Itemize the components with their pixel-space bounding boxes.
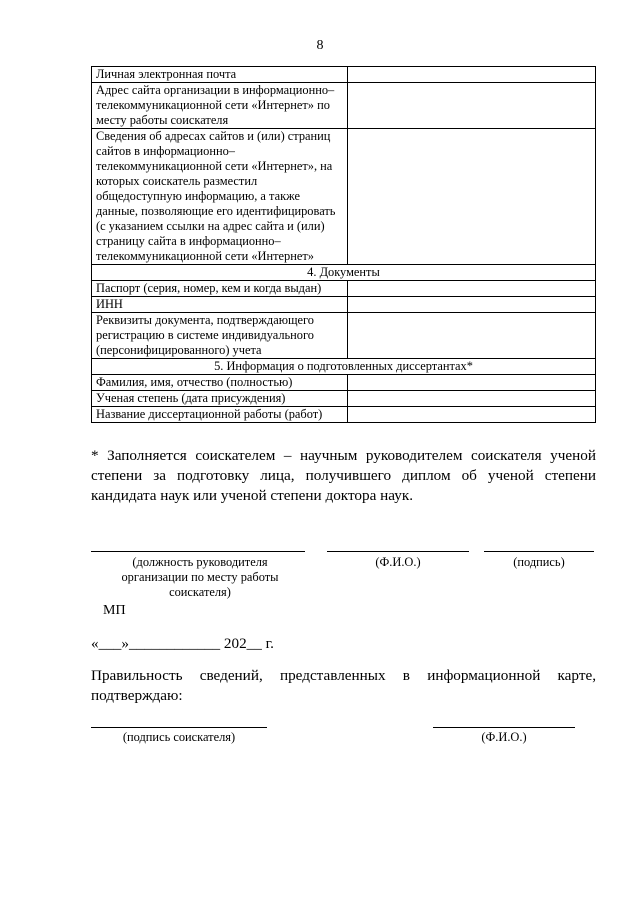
manager-signature-caption: (подпись) (513, 555, 565, 569)
table-row (92, 83, 596, 129)
field-label: Ученая степень (дата присуждения) (92, 391, 348, 407)
section-row (92, 359, 596, 375)
page-number: 8 (316, 38, 324, 53)
footnote: * Заполняется соискателем – научным руководителем соискателя ученой степени за подготовку лица, получившего диплом об ученой степени кандидата наук или ученой степени доктора наук. (91, 447, 596, 504)
section-row (92, 265, 596, 281)
table-row (92, 407, 596, 423)
position-caption: (должность руководителя организации по месту работы соискателя) (121, 555, 279, 599)
manager-fio-caption: (Ф.И.О.) (375, 555, 421, 569)
field-value-cell[interactable] (348, 83, 596, 129)
applicant-fio-line (433, 727, 575, 728)
field-value-cell[interactable] (348, 391, 596, 407)
confirmation-line-1: Правильность сведений, представленных в информационной карте, (91, 667, 596, 684)
field-value-cell[interactable] (348, 313, 596, 359)
field-value-cell[interactable] (348, 129, 596, 265)
field-label: Паспорт (серия, номер, кем и когда выдан) (92, 281, 348, 297)
field-value-cell[interactable] (348, 281, 596, 297)
field-label: Личная электронная почта (92, 67, 348, 83)
manager-fio-line (327, 551, 469, 552)
applicant-fio-caption: (Ф.И.О.) (481, 730, 527, 744)
field-value-cell[interactable] (348, 375, 596, 391)
field-value-cell[interactable] (348, 67, 596, 83)
field-label: Название диссертационной работы (работ) (92, 407, 348, 423)
confirmation-text (91, 666, 596, 706)
section-heading: 4. Документы (92, 265, 596, 281)
table-row (92, 391, 596, 407)
table-row (92, 375, 596, 391)
table-row (92, 313, 596, 359)
field-label: Реквизиты документа, подтверждающего регистрацию в системе индивидуального (персонифицированного) учета (92, 313, 348, 359)
confirmation-line-2: подтверждаю: (91, 687, 183, 704)
applicant-signature-line (91, 727, 267, 728)
field-value-cell[interactable] (348, 297, 596, 313)
date-line: «___»____________ 202__ г. (91, 635, 274, 652)
field-value-cell[interactable] (348, 407, 596, 423)
table-row (92, 281, 596, 297)
position-signature-line (91, 551, 305, 552)
field-label: ИНН (92, 297, 348, 313)
applicant-signature-caption: (подпись соискателя) (122, 730, 236, 744)
field-label: Сведения об адресах сайтов и (или) страниц сайтов в информационно–телекоммуникационной сети «Интернет», на которых соискатель разместил общедоступную информацию, а также данные, позволяющие его идентифицировать (с указанием ссылки на адрес сайта и (или) страницу сайта в информационно–телекоммуникационной сети «Интернет» (92, 129, 348, 265)
section-heading: 5. Информация о подготовленных диссертантах* (92, 359, 596, 375)
field-label: Адрес сайта организации в информационно–телекоммуникационной сети «Интернет» по месту работы соискателя (92, 83, 348, 129)
table-row (92, 129, 596, 265)
stamp-place: МП (103, 603, 126, 618)
field-label: Фамилия, имя, отчество (полностью) (92, 375, 348, 391)
table-row (92, 67, 596, 83)
info-card-table (91, 66, 596, 423)
manager-signature-line (484, 551, 594, 552)
table-row (92, 297, 596, 313)
